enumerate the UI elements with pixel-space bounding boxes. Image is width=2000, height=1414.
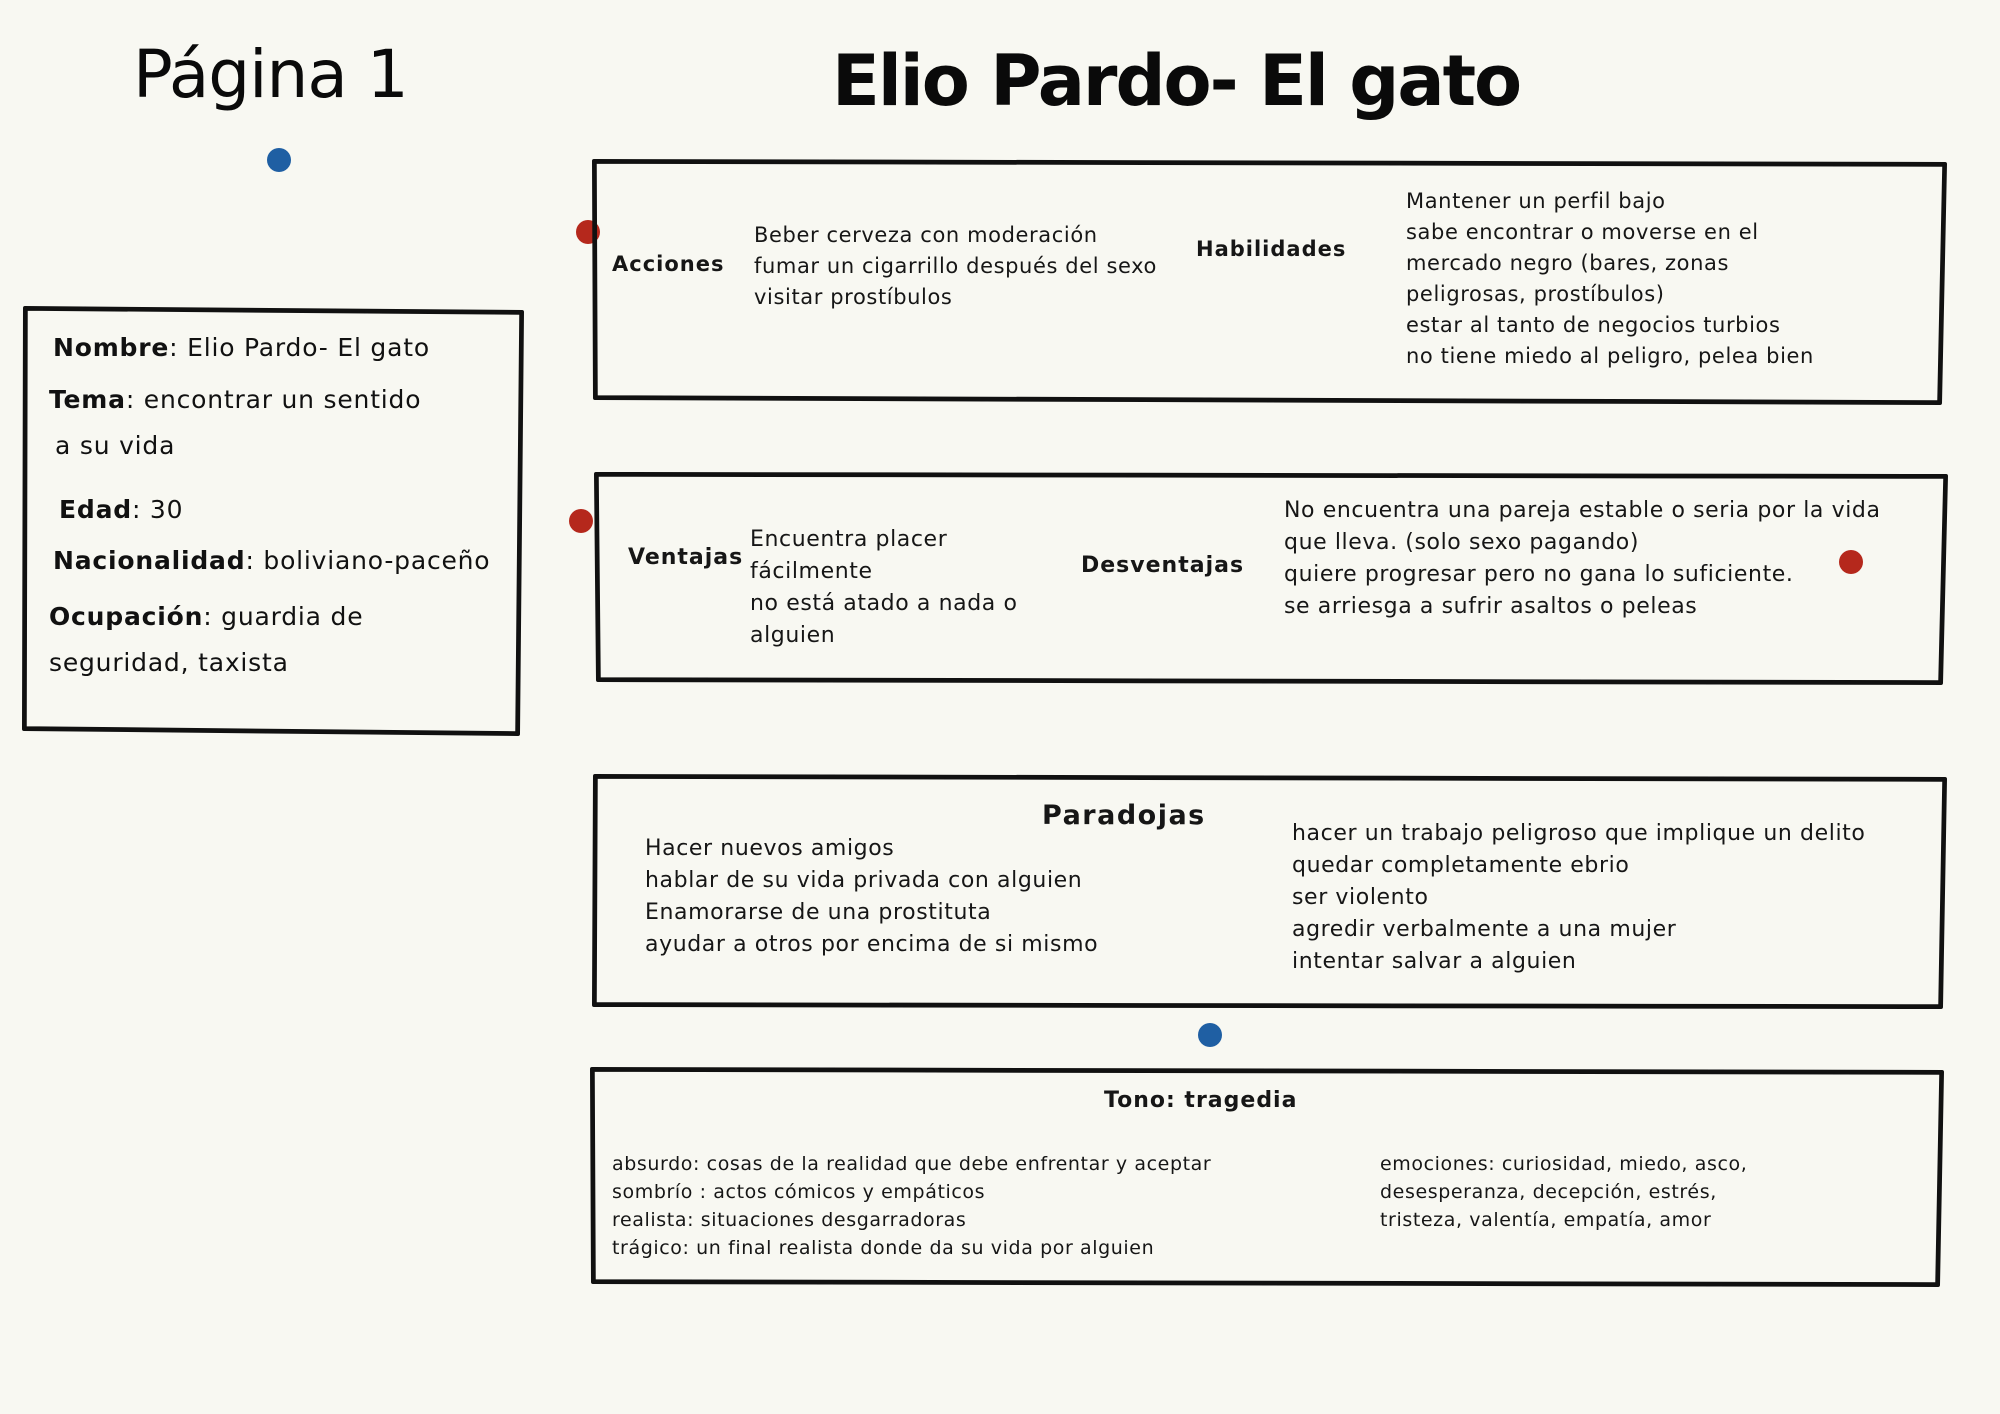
list-item: ser violento (1292, 885, 1429, 910)
list-item: hacer un trabajo peligroso que implique un delito (1292, 821, 1866, 846)
habilidades-label: Habilidades (1196, 237, 1347, 261)
page-label: Página 1 (133, 36, 408, 113)
list-item: agredir verbalmente a una mujer (1292, 917, 1677, 942)
red-dot-icon (569, 509, 593, 533)
list-item: emociones: curiosidad, miedo, asco, (1380, 1153, 1748, 1175)
acciones-label: Acciones (612, 252, 725, 276)
profile-edad: Edad: 30 (59, 495, 184, 524)
list-item: que lleva. (solo sexo pagando) (1284, 530, 1640, 555)
list-item: se arriesga a sufrir asaltos o peleas (1284, 594, 1698, 619)
desventajas-list (1284, 495, 1881, 623)
page-title: Elio Pardo- El gato (832, 40, 1521, 122)
list-item: visitar prostíbulos (754, 285, 953, 309)
list-item: quedar completamente ebrio (1292, 853, 1630, 878)
profile-nombre: Nombre: Elio Pardo- El gato (53, 333, 430, 362)
profile-nacionalidad: Nacionalidad: boliviano-paceño (53, 546, 491, 575)
list-item: trágico: un final realista donde da su vida por alguien (612, 1237, 1155, 1259)
list-item: fumar un cigarrillo después del sexo (754, 254, 1157, 278)
ventajas-list (750, 524, 1018, 652)
profile-ocupacion-cont: seguridad, taxista (49, 648, 289, 677)
list-item: peligrosas, prostíbulos) (1406, 282, 1665, 306)
profile-card (22, 306, 524, 736)
list-item: absurdo: cosas de la realidad que debe enfrentar y aceptar (612, 1153, 1212, 1175)
list-item: estar al tanto de negocios turbios (1406, 313, 1781, 337)
list-item: ayudar a otros por encima de si mismo (645, 932, 1099, 957)
profile-tema: Tema: encontrar un sentido (49, 385, 422, 414)
paradojas-left-list (645, 833, 1098, 961)
list-item: mercado negro (bares, zonas (1406, 251, 1730, 275)
paradojas-right-list (1292, 818, 1865, 978)
list-item: fácilmente (750, 559, 873, 584)
list-item: sabe encontrar o moverse en el (1406, 220, 1759, 244)
blue-dot-icon (1198, 1023, 1222, 1047)
list-item: tristeza, valentía, empatía, amor (1380, 1209, 1712, 1231)
desventajas-label: Desventajas (1081, 553, 1245, 578)
list-item: Mantener un perfil bajo (1406, 189, 1666, 213)
tono-label: Tono: tragedia (1104, 1088, 1298, 1113)
list-item: Hacer nuevos amigos (645, 836, 895, 861)
list-item: quiere progresar pero no gana lo suficiente. (1284, 562, 1794, 587)
blue-dot-icon (267, 148, 291, 172)
list-item: sombrío : actos cómicos y empáticos (612, 1181, 986, 1203)
ventajas-label: Ventajas (628, 545, 744, 570)
list-item: Enamorarse de una prostituta (645, 900, 992, 925)
list-item: No encuentra una pareja estable o seria por la vida (1284, 498, 1881, 523)
list-item: desesperanza, decepción, estrés, (1380, 1181, 1717, 1203)
tono-right-list (1380, 1150, 1747, 1234)
list-item: realista: situaciones desgarradoras (612, 1209, 967, 1231)
list-item: hablar de su vida privada con alguien (645, 868, 1083, 893)
tono-left-list (612, 1150, 1211, 1262)
paradojas-label: Paradojas (1042, 800, 1206, 831)
list-item: alguien (750, 623, 836, 648)
habilidades-list (1406, 186, 1814, 372)
list-item: no tiene miedo al peligro, pelea bien (1406, 344, 1814, 368)
list-item: intentar salvar a alguien (1292, 949, 1577, 974)
profile-tema-cont: a su vida (55, 431, 176, 460)
profile-ocupacion: Ocupación: guardia de (49, 602, 364, 631)
list-item: Beber cerveza con moderación (754, 223, 1098, 247)
list-item: no está atado a nada o (750, 591, 1018, 616)
acciones-list (754, 220, 1157, 313)
list-item: Encuentra placer (750, 527, 948, 552)
